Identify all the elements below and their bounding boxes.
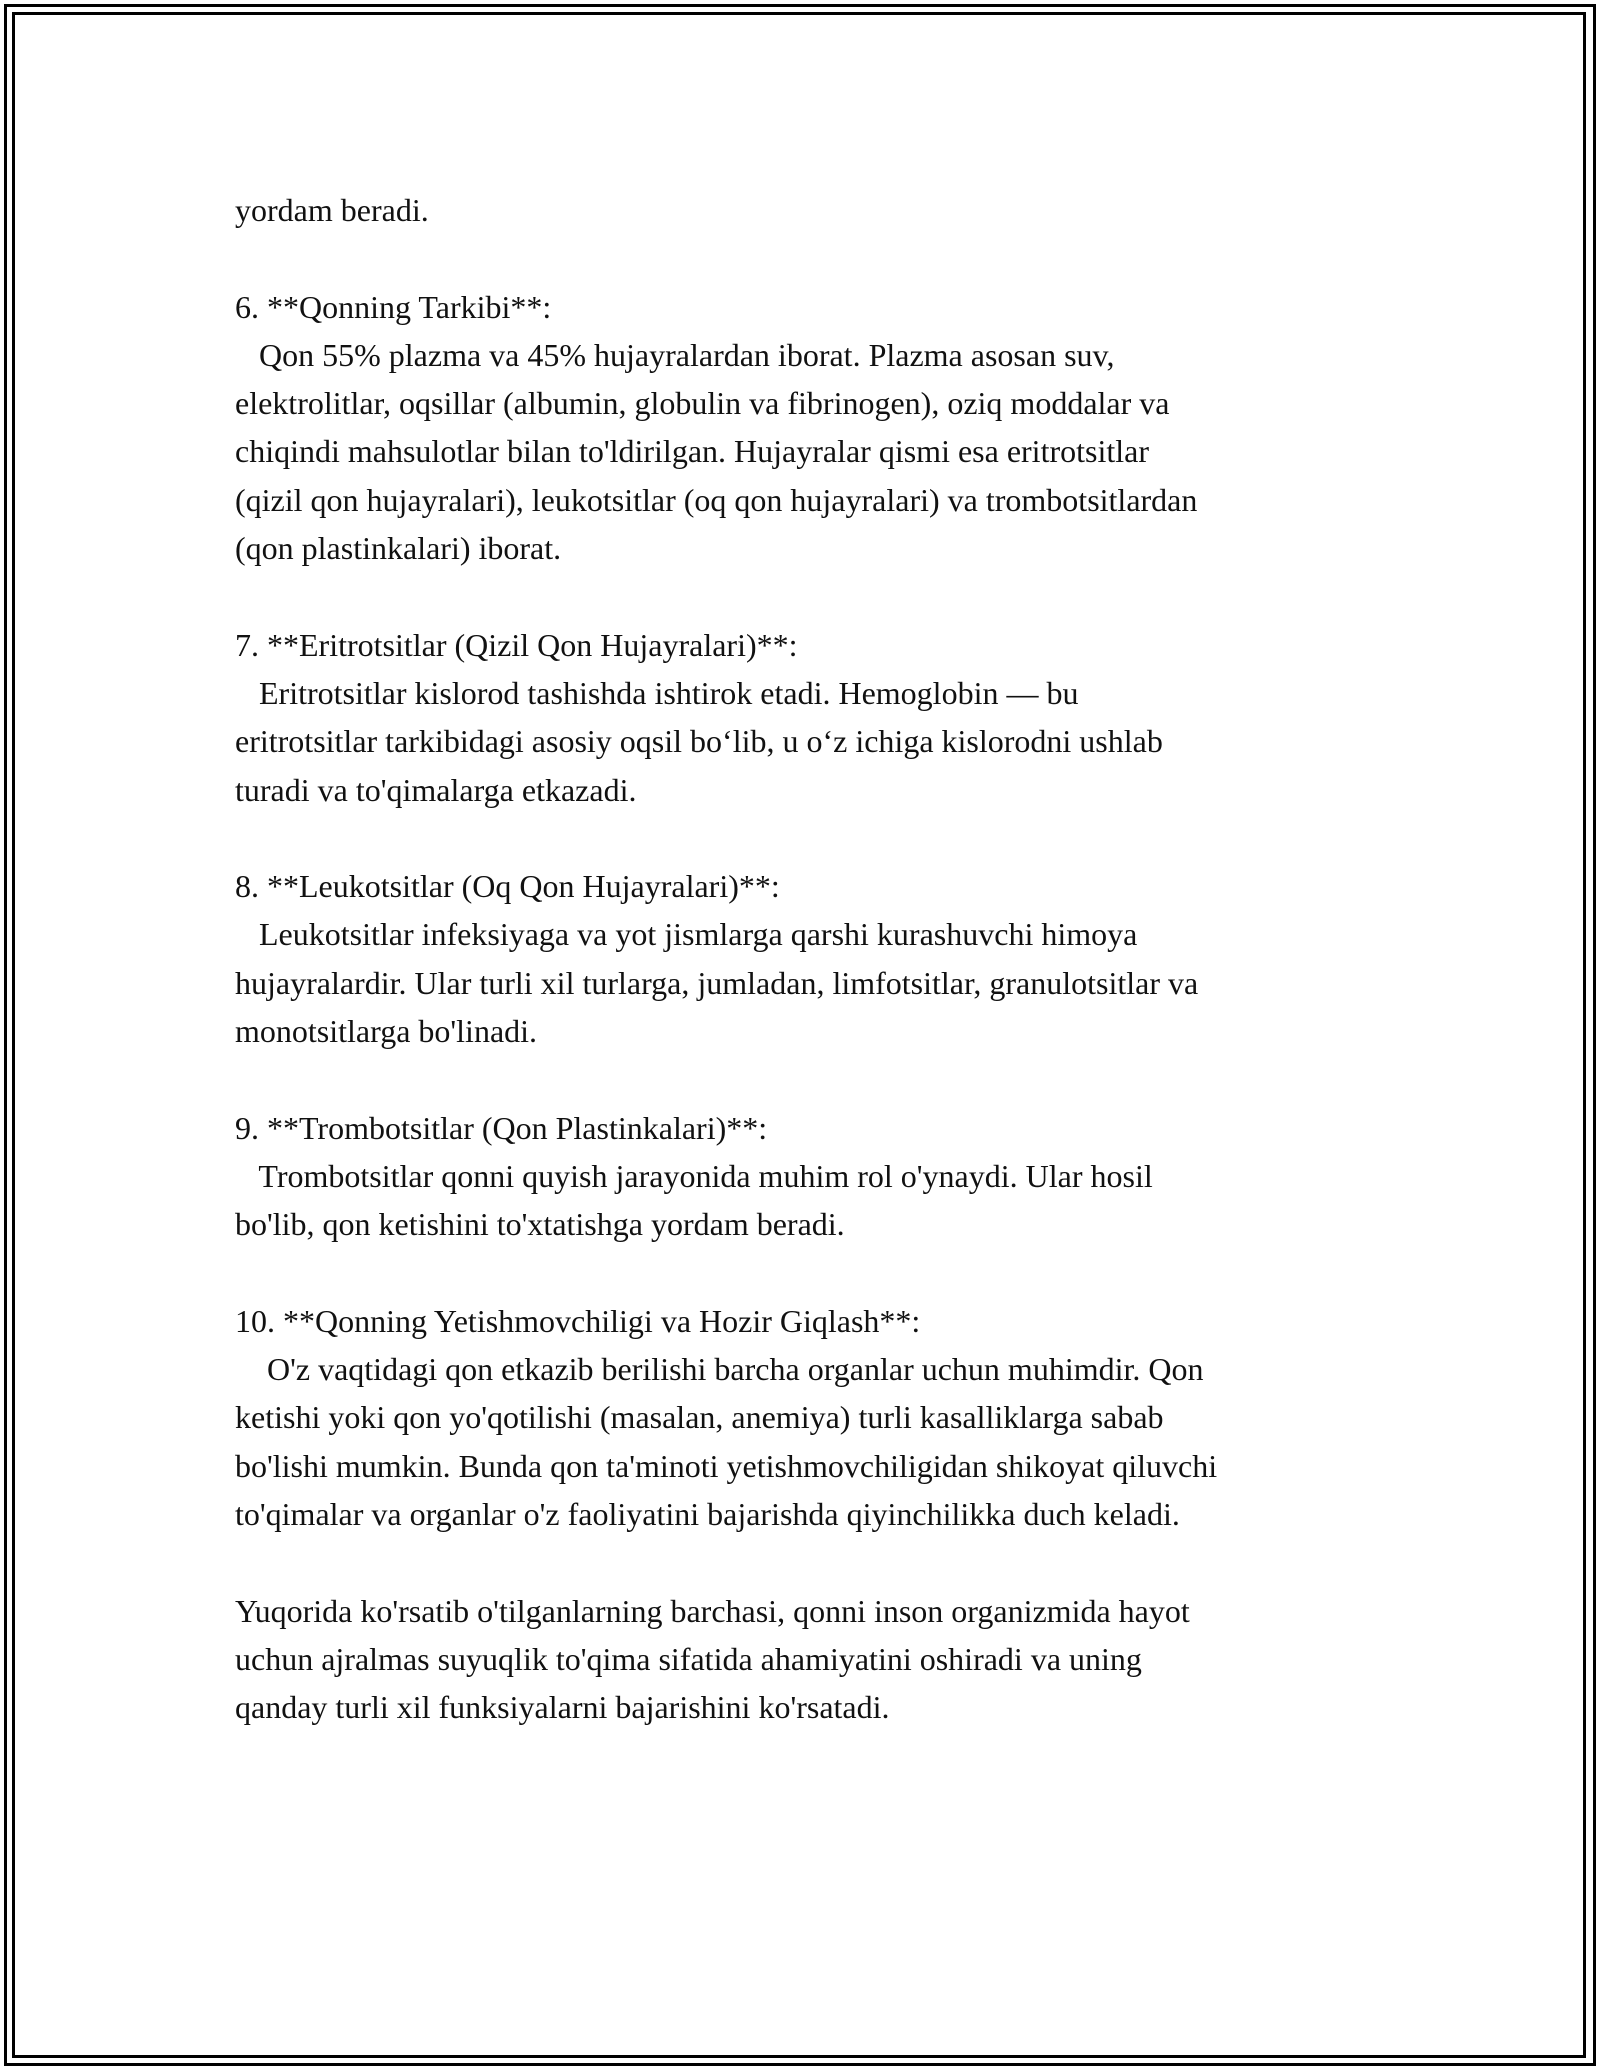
paragraph-gap — [235, 1249, 1415, 1297]
paragraph-gap — [235, 814, 1415, 862]
text-line: (qon plastinkalari) iborat. — [235, 530, 562, 567]
text-line: Qon 55% plazma va 45% hujayralardan iborat. Plazma asosan suv, — [235, 336, 1115, 373]
section-heading: 9. **Trombotsitlar (Qon Plastinkalari)**: — [235, 1109, 768, 1146]
document-body — [235, 186, 1415, 1732]
text-line: ketishi yoki qon yo'qotilishi (masalan, anemiya) turli kasalliklarga sabab — [235, 1399, 1164, 1436]
section-heading: 10. **Qonning Yetishmovchiligi va Hozir Giqlash**: — [235, 1302, 921, 1339]
text-line: eritrotsitlar tarkibidagi asosiy oqsil bo‘lib, u o‘z ichiga kislorodni ushlab — [235, 723, 1163, 760]
paragraph-gap — [235, 1055, 1415, 1103]
text-line: Leukotsitlar infeksiyaga va yot jismlarga qarshi kurashuvchi himoya — [235, 916, 1138, 953]
section-heading: 8. **Leukotsitlar (Oq Qon Hujayralari)**: — [235, 868, 780, 905]
text-line: Trombotsitlar qonni quyish jarayonida muhim rol o'ynaydi. Ular hosil — [235, 1157, 1153, 1194]
text-line: hujayralardir. Ular turli xil turlarga, jumladan, limfotsitlar, granulotsitlar va — [235, 964, 1199, 1001]
text-line: O'z vaqtidagi qon etkazib berilishi barcha organlar uchun muhimdir. Qon — [235, 1351, 1204, 1388]
text-line: to'qimalar va organlar o'z faoliyatini bajarishda qiyinchilikka duch keladi. — [235, 1496, 1180, 1533]
text-line: turadi va to'qimalarga etkazadi. — [235, 771, 637, 808]
section-heading: 7. **Eritrotsitlar (Qizil Qon Hujayralari)**: — [235, 626, 798, 663]
text-line: Yuqorida ko'rsatib o'tilganlarning barchasi, qonni inson organizmida hayot — [235, 1592, 1190, 1629]
paragraph-gap — [235, 572, 1415, 620]
text-line: qanday turli xil funksiyalarni bajarishini ko'rsatadi. — [235, 1689, 890, 1726]
paragraph-gap — [235, 234, 1415, 282]
text-line: Eritrotsitlar kislorod tashishda ishtirok etadi. Hemoglobin — bu — [235, 674, 1079, 711]
text-line: uchun ajralmas suyuqlik to'qima sifatida ahamiyatini oshiradi va uning — [235, 1640, 1142, 1677]
text-line: bo'lishi mumkin. Bunda qon ta'minoti yetishmovchiligidan shikoyat qiluvchi — [235, 1447, 1218, 1484]
text-line: monotsitlarga bo'linadi. — [235, 1013, 538, 1050]
text-line: bo'lib, qon ketishini to'xtatishga yordam beradi. — [235, 1206, 845, 1243]
section-heading: 6. **Qonning Tarkibi**: — [235, 288, 552, 325]
text-line: elektrolitlar, oqsillar (albumin, globulin va fibrinogen), oziq moddalar va — [235, 385, 1170, 422]
text-line: yordam beradi. — [235, 192, 429, 228]
text-line: (qizil qon hujayralari), leukotsitlar (oq qon hujayralari) va trombotsitlardan — [235, 481, 1198, 518]
paragraph-gap — [235, 1538, 1415, 1586]
text-line: chiqindi mahsulotlar bilan to'ldirilgan. Hujayralar qismi esa eritrotsitlar — [235, 433, 1149, 470]
